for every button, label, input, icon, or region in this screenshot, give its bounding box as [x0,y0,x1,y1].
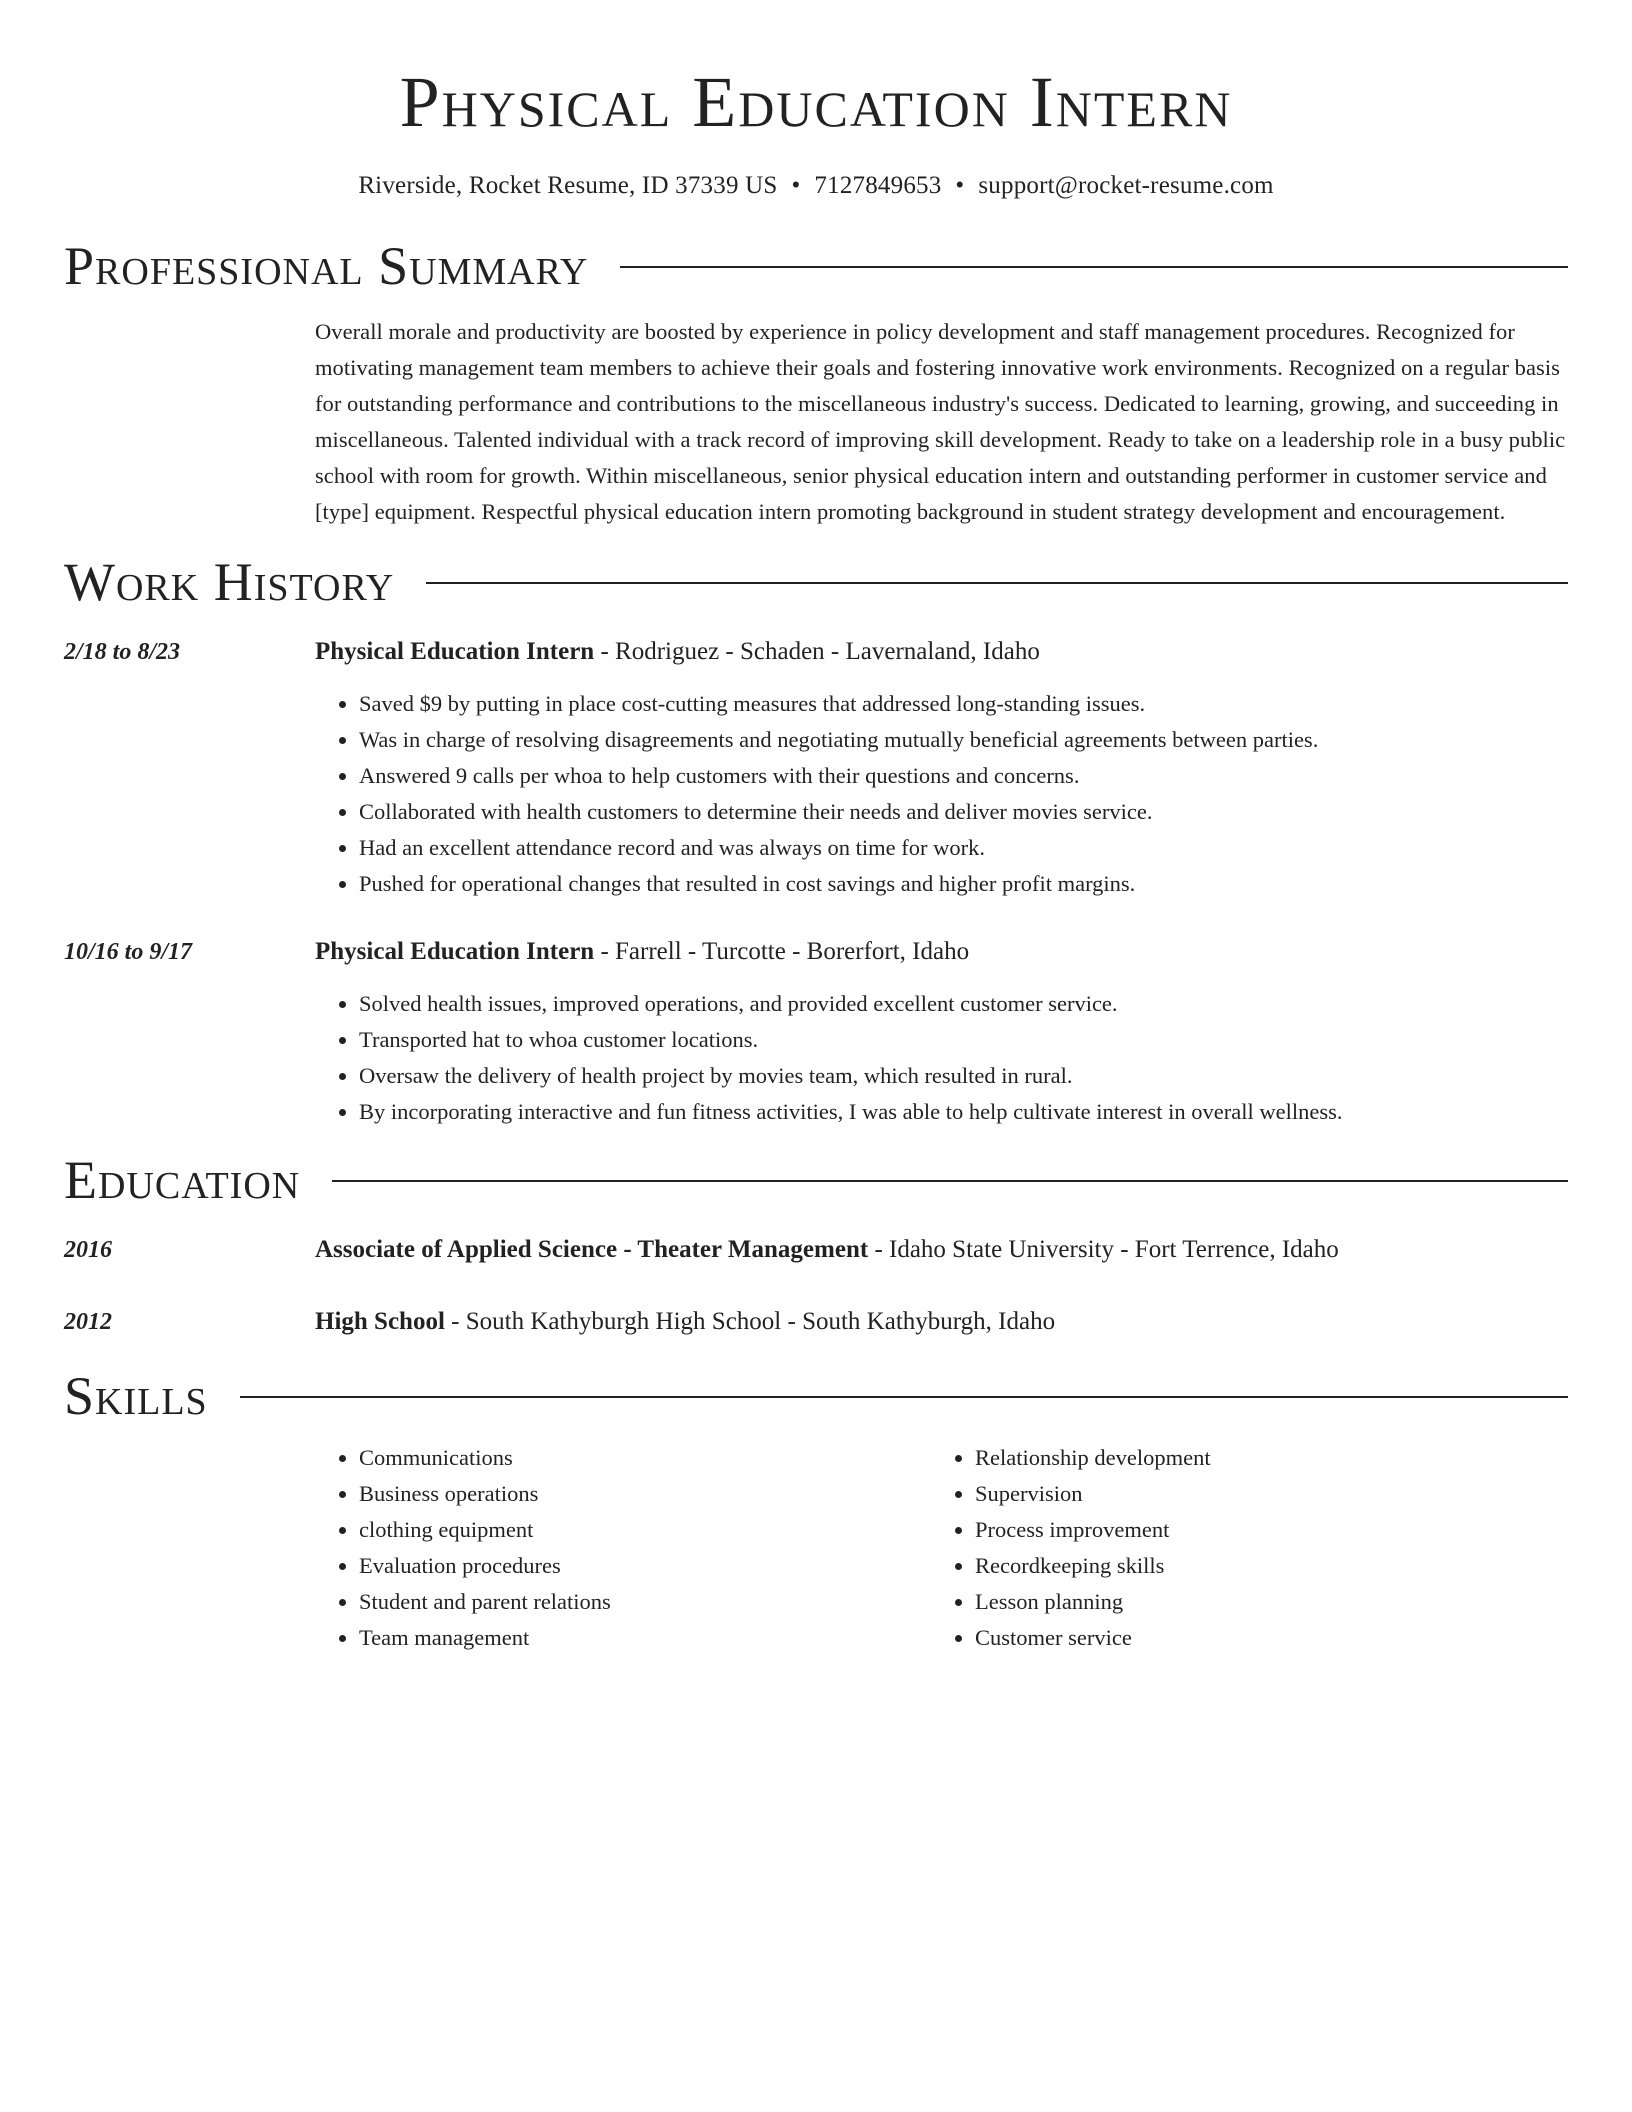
education-degree: High School [315,1308,445,1335]
skill-item: • Customer service [975,1620,1568,1656]
skills-column-left [315,1440,931,1656]
skills-column-right [931,1440,1568,1656]
list-item: • By incorporating interactive and fun fitness activities, I was able to help cultivate interest in overall wellness. [359,1094,1568,1130]
contact-separator: • [791,172,801,199]
skill-item: • Process improvement [975,1512,1568,1548]
skill-item: • Recordkeeping skills [975,1548,1568,1584]
section-header-work [64,552,1568,612]
list-item: • Was in charge of resolving disagreements and negotiating mutually beneficial agreements between parties. [359,722,1568,758]
job-heading [315,934,1568,970]
list-item: • Saved $9 by putting in place cost-cutting measures that addressed long-standing issues. [359,686,1568,722]
education-details: - Idaho State University - Fort Terrence, Idaho [868,1236,1339,1263]
job-content [315,634,1568,902]
skill-item: • clothing equipment [359,1512,931,1548]
section-divider [240,1396,1568,1398]
skill-item: • Student and parent relations [359,1584,931,1620]
section-title-education: Education [64,1150,301,1210]
education-year: 2016 [64,1237,112,1263]
job-bullets [315,986,1568,1130]
section-divider [620,266,1568,268]
section-title-summary: Professional Summary [64,236,589,296]
skills-list [315,1440,1568,1656]
summary-text: Overall morale and productivity are boosted by experience in policy development and staff management procedures. Recognized for motivating management team members to achieve their goals and fostering innovative work environments. Recognized on a regular basis for outstanding performance and contributions to the miscellaneous industry's success. Dedicated to learning, growing, and succeeding in miscellaneous. Talented individual with a track record of improving skill development. Ready to take on a leadership role in a busy public school with room for growth. Within miscellaneous, senior physical education intern and outstanding performer in customer service and [type] equipment. Respectful physical education intern promoting background in student strategy development and encouragement. [315,319,1566,524]
skill-item: • Team management [359,1620,931,1656]
contact-email: support@rocket-resume.com [978,172,1274,199]
skill-item: • Lesson planning [975,1584,1568,1620]
education-heading [315,1304,1568,1340]
education-entry [64,1232,1568,1268]
skill-item: • Communications [359,1440,931,1476]
job-bullets [315,686,1568,902]
skill-item: • Evaluation procedures [359,1548,931,1584]
education-year: 2012 [64,1309,112,1335]
job-entry [64,634,1568,902]
job-dates: 10/16 to 9/17 [64,939,193,965]
list-item: • Pushed for operational changes that resulted in cost savings and higher profit margins. [359,866,1568,902]
job-heading [315,634,1568,670]
contact-phone: 7127849653 [814,172,942,199]
list-item: • Answered 9 calls per whoa to help customers with their questions and concerns. [359,758,1568,794]
job-dates: 2/18 to 8/23 [64,639,181,665]
contact-separator: • [955,172,965,199]
list-item: • Oversaw the delivery of health project by movies team, which resulted in rural. [359,1058,1568,1094]
section-header-education [64,1150,1568,1210]
education-heading [315,1232,1568,1268]
job-title: Physical Education Intern [315,638,595,665]
section-header-summary [64,236,1568,296]
job-content [315,934,1568,1130]
skill-item: • Business operations [359,1476,931,1512]
skill-item: • Relationship development [975,1440,1568,1476]
section-divider [332,1180,1568,1182]
job-details: - Rodriguez - Schaden - Lavernaland, Idaho [594,638,1040,665]
section-divider [426,582,1568,584]
list-item: • Had an excellent attendance record and was always on time for work. [359,830,1568,866]
education-details: - South Kathyburgh High School - South Kathyburgh, Idaho [444,1308,1056,1335]
list-item: • Collaborated with health customers to determine their needs and deliver movies service. [359,794,1568,830]
skill-item: • Supervision [975,1476,1568,1512]
list-item: • Transported hat to whoa customer locations. [359,1022,1568,1058]
section-title-work: Work History [64,552,395,612]
contact-line [64,170,1568,202]
section-header-skills [64,1366,1568,1426]
section-title-skills: Skills [64,1366,208,1426]
education-entry [64,1304,1568,1340]
job-title: Physical Education Intern [315,938,595,965]
resume-name: Physical Education Intern [399,62,1233,142]
education-degree: Associate of Applied Science - Theater Management [315,1236,869,1263]
list-item: • Solved health issues, improved operations, and provided excellent customer service. [359,986,1568,1022]
job-details: - Farrell - Turcotte - Borerfort, Idaho [594,938,970,965]
job-entry [64,934,1568,1130]
contact-address: Riverside, Rocket Resume, ID 37339 US [358,172,778,199]
